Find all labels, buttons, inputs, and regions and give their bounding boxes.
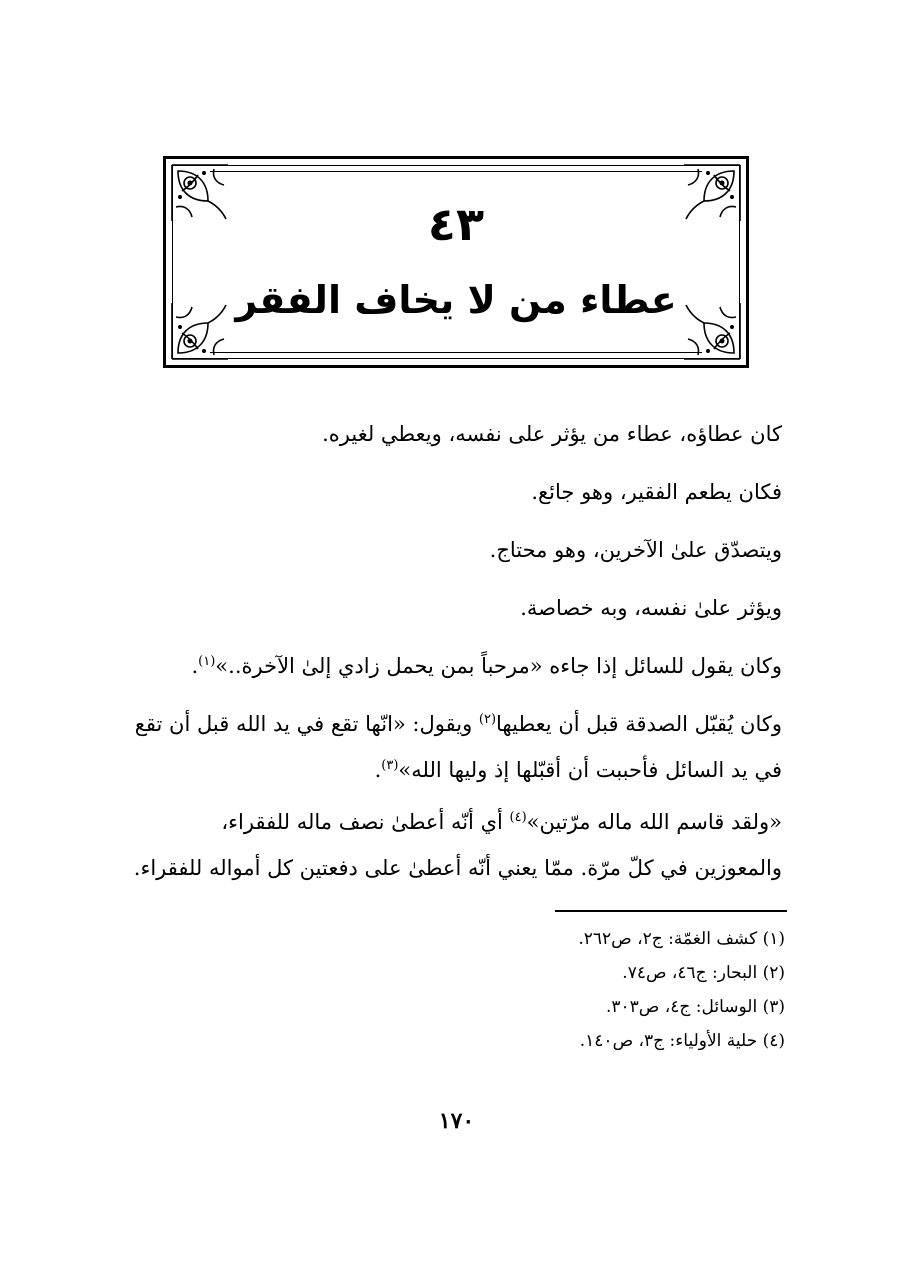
page-number: ١٧٠	[438, 1108, 475, 1134]
footnote-2: (٢) البحار: ج٤٦، ص٧٤.	[622, 963, 785, 983]
chapter-number: ٤٣	[427, 197, 485, 251]
paragraph-7-text-b: أي أنّه أعطىٰ نصف ماله للفقراء، والمعوزين في كلّ مرّة. ممّا يعني أنّه أعطىٰ على دفعتين كل أمواله للفقراء.	[133, 810, 782, 880]
chapter-title-frame	[163, 156, 749, 368]
footnotes	[420, 922, 785, 1058]
paragraph-5-text: وكان يقول للسائل إذا جاءه «مرحباً بمن يحمل زادي إلىٰ الآخرة..»	[215, 654, 782, 678]
body-text	[128, 405, 782, 897]
footnote-divider	[555, 910, 787, 912]
footnote-4: (٤) حلية الأولياء: ج٣، ص١٤٠.	[579, 1031, 785, 1051]
footnote-ref-4: (٤)	[509, 810, 527, 825]
paragraph-6-end: .	[374, 758, 382, 782]
footnote-ref-2: (٢)	[478, 712, 497, 727]
paragraph-7-text-a: «ولقد قاسم الله ماله مرّتين»	[526, 810, 782, 834]
chapter-title: عطاء من لا يخاف الفقر	[235, 278, 677, 322]
paragraph-4: ويؤثر علىٰ نفسه، وبه خصاصة.	[520, 596, 782, 620]
paragraph-2: فكان يطعم الفقير، وهو جائع.	[531, 480, 782, 504]
footnote-3: (٣) الوسائل: ج٤، ص٣٠٣.	[605, 997, 785, 1017]
paragraph-3: ويتصدّق علىٰ الآخرين، وهو محتاج.	[489, 538, 782, 562]
paragraph-6	[128, 701, 782, 793]
paragraph-7	[128, 799, 782, 891]
footnote-ref-1: (١)	[198, 654, 216, 669]
paragraph-5-end: .	[191, 654, 199, 678]
footnote-ref-3: (٣)	[381, 758, 399, 773]
paragraph-1: كان عطاؤه، عطاء من يؤثر على نفسه، ويعطي لغيره.	[322, 422, 782, 446]
paragraph-6-text-b: ويقول: «انّها تقع في يد الله قبل أن تقع في يد السائل فأحببت أن أقبّلها إذ وليها الله»	[134, 712, 782, 782]
paragraph-6-text-a: وكان يُقبّل الصدقة قبل أن يعطيها	[496, 712, 782, 736]
paragraph-5	[128, 637, 782, 695]
footnote-1: (١) كشف الغمّة: ج٢، ص٢٦٢.	[578, 929, 785, 949]
